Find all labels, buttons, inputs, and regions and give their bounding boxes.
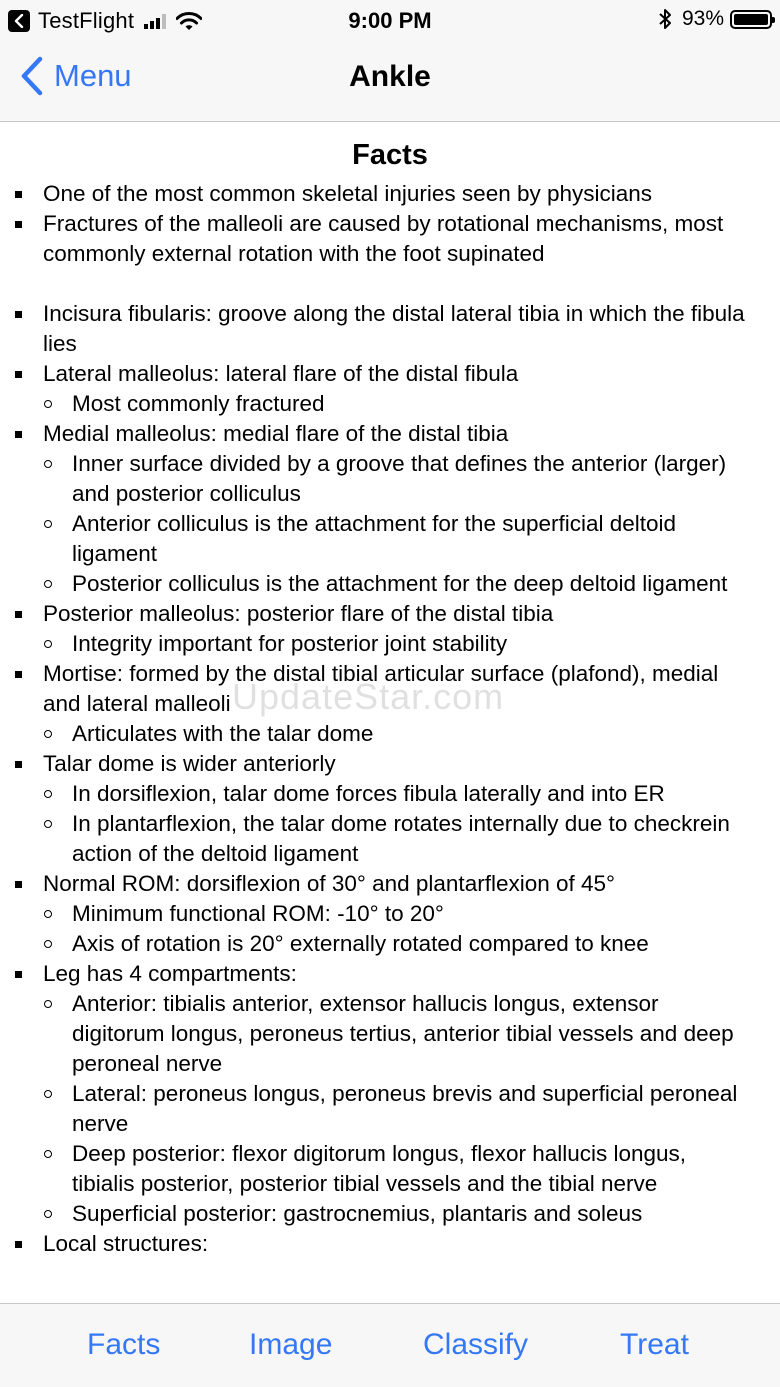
sub-list-item-text: Anterior: tibialis anterior, extensor hallucis longus, extensor digitorum longus, peroneus tertius, anterior tibial vessels and deep peroneal nerve bbox=[72, 991, 734, 1076]
sub-list bbox=[43, 989, 752, 1229]
list-item bbox=[0, 209, 780, 269]
sub-list-item bbox=[43, 569, 752, 599]
circle-bullet-icon bbox=[44, 460, 52, 468]
list-item bbox=[0, 659, 780, 749]
tab-facts[interactable]: Facts bbox=[87, 1328, 161, 1361]
status-time: 9:00 PM bbox=[348, 8, 432, 33]
list-item-text: Talar dome is wider anteriorly bbox=[43, 751, 336, 776]
square-bullet-icon bbox=[15, 761, 22, 768]
sub-list-item-text: Lateral: peroneus longus, peroneus brevis and superficial peroneal nerve bbox=[72, 1081, 738, 1136]
sub-list-item-text: In plantarflexion, the talar dome rotates internally due to checkrein action of the deltoid ligament bbox=[72, 811, 730, 866]
list-item-text: Posterior malleolus: posterior flare of the distal tibia bbox=[43, 601, 554, 626]
circle-bullet-icon bbox=[44, 940, 52, 948]
list-item bbox=[0, 959, 780, 1229]
circle-bullet-icon bbox=[44, 730, 52, 738]
square-bullet-icon bbox=[15, 671, 22, 678]
sub-list-item-text: Axis of rotation is 20° externally rotated compared to knee bbox=[72, 931, 649, 956]
circle-bullet-icon bbox=[44, 910, 52, 918]
sub-list-item bbox=[43, 899, 752, 929]
list-item-text: Lateral malleolus: lateral flare of the distal fibula bbox=[43, 361, 519, 386]
list-item bbox=[0, 419, 780, 599]
status-app-name[interactable]: TestFlight bbox=[38, 8, 135, 33]
tab-treat[interactable]: Treat bbox=[620, 1328, 689, 1361]
bluetooth-icon bbox=[658, 8, 672, 30]
sub-list-item-text: In dorsiflexion, talar dome forces fibula laterally and into ER bbox=[72, 781, 665, 806]
circle-bullet-icon bbox=[44, 520, 52, 528]
page-title: Ankle bbox=[349, 60, 431, 93]
sub-list-item bbox=[43, 449, 752, 509]
sub-list-item bbox=[43, 1139, 752, 1199]
navigation-bar bbox=[0, 40, 780, 122]
list-item bbox=[0, 299, 780, 359]
circle-bullet-icon bbox=[44, 790, 52, 798]
sub-list-item-text: Articulates with the talar dome bbox=[72, 721, 374, 746]
sub-list-item-text: Posterior colliculus is the attachment for the deep deltoid ligament bbox=[72, 571, 728, 596]
sub-list-item bbox=[43, 629, 752, 659]
square-bullet-icon bbox=[15, 221, 22, 228]
content-scroll-view[interactable] bbox=[0, 122, 780, 1303]
sub-list-item-text: Most commonly fractured bbox=[72, 391, 325, 416]
sub-list bbox=[43, 899, 752, 959]
sub-list-item bbox=[43, 1199, 752, 1229]
tab-bar bbox=[0, 1303, 780, 1387]
list-item-text: Local structures: bbox=[43, 1231, 209, 1256]
circle-bullet-icon bbox=[44, 1150, 52, 1158]
battery-icon bbox=[730, 10, 772, 29]
sub-list-item bbox=[43, 509, 752, 569]
list-item-text: Normal ROM: dorsiflexion of 30° and plantarflexion of 45° bbox=[43, 871, 616, 896]
watermark: UpdateStar.com bbox=[232, 676, 505, 717]
sub-list bbox=[43, 719, 752, 749]
tab-classify[interactable]: Classify bbox=[423, 1328, 529, 1361]
sub-list-item-text: Integrity important for posterior joint stability bbox=[72, 631, 508, 656]
sub-list bbox=[43, 389, 752, 419]
list-item-text: Incisura fibularis: groove along the distal lateral tibia in which the fibula lies bbox=[43, 301, 745, 356]
list-item-text: Medial malleolus: medial flare of the distal tibia bbox=[43, 421, 509, 446]
battery-percent: 93% bbox=[681, 7, 724, 30]
section-title: Facts bbox=[352, 139, 428, 171]
list-item bbox=[0, 749, 780, 869]
sub-list-item-text: Anterior colliculus is the attachment for the superficial deltoid ligament bbox=[72, 511, 677, 566]
square-bullet-icon bbox=[15, 191, 22, 198]
list-item bbox=[0, 869, 780, 959]
sub-list-item-text: Deep posterior: flexor digitorum longus, flexor hallucis longus, tibialis posterior, posterior tibial vessels and the tibial nerve bbox=[72, 1141, 687, 1196]
circle-bullet-icon bbox=[44, 1210, 52, 1218]
back-label: Menu bbox=[54, 58, 132, 93]
list-item bbox=[0, 1229, 780, 1259]
sub-list-item-text: Inner surface divided by a groove that defines the anterior (larger) and posterior colliculus bbox=[72, 451, 727, 506]
square-bullet-icon bbox=[15, 311, 22, 318]
facts-list bbox=[0, 179, 780, 1259]
list-item-text: Fractures of the malleoli are caused by rotational mechanisms, most commonly external rotation with the foot supinated bbox=[43, 211, 724, 266]
sub-list bbox=[43, 629, 752, 659]
list-item-text: Mortise: formed by the distal tibial articular surface (plafond), medial and lateral malleoli bbox=[43, 661, 719, 716]
square-bullet-icon bbox=[15, 881, 22, 888]
sub-list-item-text: Minimum functional ROM: -10° to 20° bbox=[72, 901, 444, 926]
sub-list-item bbox=[43, 989, 752, 1079]
list-item-text: Leg has 4 compartments: bbox=[43, 961, 297, 986]
list-item bbox=[0, 179, 780, 209]
tab-image[interactable]: Image bbox=[249, 1328, 333, 1361]
circle-bullet-icon bbox=[44, 640, 52, 648]
circle-bullet-icon bbox=[44, 400, 52, 408]
sub-list-item-text: Superficial posterior: gastrocnemius, plantaris and soleus bbox=[72, 1201, 643, 1226]
circle-bullet-icon bbox=[44, 820, 52, 828]
list-item bbox=[0, 359, 780, 419]
status-bar bbox=[0, 0, 780, 40]
sub-list-item bbox=[43, 929, 752, 959]
circle-bullet-icon bbox=[44, 1000, 52, 1008]
sub-list-item bbox=[43, 809, 752, 869]
sub-list-item bbox=[43, 389, 752, 419]
sub-list bbox=[43, 779, 752, 869]
sub-list-item bbox=[43, 1079, 752, 1139]
list-item-text: One of the most common skeletal injuries seen by physicians bbox=[43, 181, 653, 206]
list-spacer bbox=[0, 269, 780, 299]
list-item bbox=[0, 599, 780, 659]
sub-list-item bbox=[43, 719, 752, 749]
square-bullet-icon bbox=[15, 1241, 22, 1248]
status-right bbox=[658, 7, 772, 31]
square-bullet-icon bbox=[15, 971, 22, 978]
square-bullet-icon bbox=[15, 431, 22, 438]
square-bullet-icon bbox=[15, 611, 22, 618]
circle-bullet-icon bbox=[44, 580, 52, 588]
circle-bullet-icon bbox=[44, 1090, 52, 1098]
sub-list bbox=[43, 449, 752, 599]
sub-list-item bbox=[43, 779, 752, 809]
square-bullet-icon bbox=[15, 371, 22, 378]
